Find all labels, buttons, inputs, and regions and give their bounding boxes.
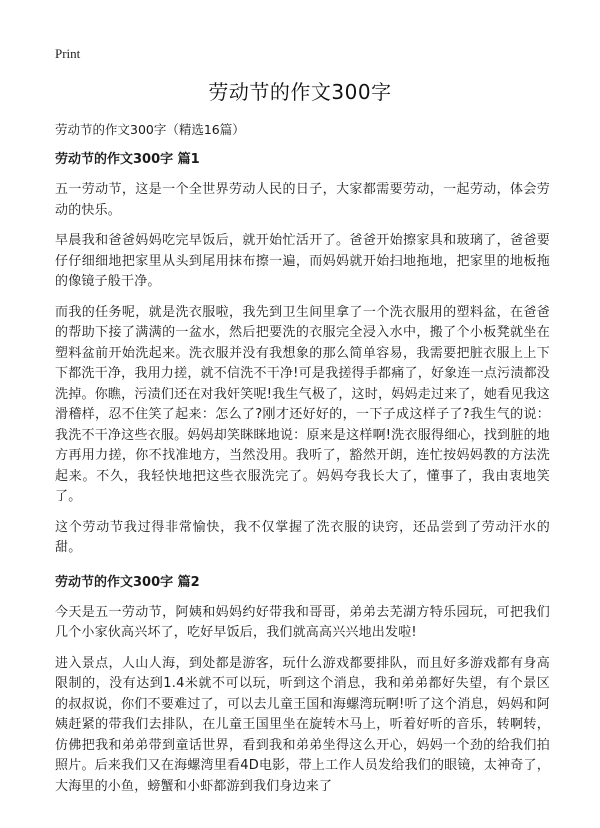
paragraph: 进入景点，人山人海，到处都是游客，玩什么游戏都要排队，而且好多游戏都有身高限制的，没有达到1.4米就不可以玩，听到这个消息，我和弟弟都好失望，有个景区的叔叔说，你们不要难过了，可以去儿童王国和海螺湾玩啊!听了这个消息，妈妈和阿姨赶紧的带我们去排队，在儿童王国里坐在旋转木马上，听着好听的音乐，转啊转，仿佛把我和弟弟带到童话世界，看到我和弟弟坐得这么开心，妈妈一个劲的给我们拍照片。后来我们又在海螺湾里看4D电影，带上工作人员发给我们的眼镜，太神奇了，大海里的小鱼，螃蟹和小虾都游到我们身边来了 [55,655,550,794]
document-subtitle: 劳动节的作文300字（精选16篇） [55,122,245,137]
paragraph: 今天是五一劳动节，阿姨和妈妈约好带我和哥哥，弟弟去芜湖方特乐园玩，可把我们几个小家伙高兴坏了，吃好早饭后，我们就高高兴兴地出发啦! [55,604,550,640]
paragraph: 这个劳动节我过得非常愉快，我不仅掌握了洗衣服的诀窍，还品尝到了劳动汗水的甜。 [55,519,550,555]
section-heading-2: 劳动节的作文300字 篇2 [55,574,200,590]
print-link[interactable]: Print [55,46,81,61]
document-title: 劳动节的作文300字 [208,80,392,104]
document-body [55,120,550,807]
section-heading-1: 劳动节的作文300字 篇1 [55,152,200,167]
paragraph: 早晨我和爸爸妈妈吃完早饭后，就开始忙活开了。爸爸开始擦家具和玻璃了，爸爸要仔仔细细地把家里从头到尾用抹布擦一遍，而妈妈就开始扫地拖地，把家里的地板拖的像镜子般干净。 [55,233,550,289]
paragraph: 而我的任务呢，就是洗衣服啦，我先到卫生间里拿了一个洗衣服用的塑料盆，在爸爸的帮助下接了满满的一盆水，然后把要洗的衣服完全浸入水中，搬了个小板凳就坐在塑料盆前开始洗起来。洗衣服并没有我想象的那么简单容易，我需要把脏衣服上上下下都洗干净，我用力搓，就不信洗不干净!可是我搓得手都痛了，好象连一点污渍都没洗掉。你瞧，污渍们还在对我奸笑呢!我生气极了，这时，妈妈走过来了，她看见我这滑稽样，忍不住笑了起来：怎么了?刚才还好好的，一下子成这样子了?我生气的说：我洗不干净这些衣服。妈妈却笑眯眯地说：原来是这样啊!洗衣服得细心，找到脏的地方再用力搓，你不找准地方，当然没用。我听了，豁然开朗，连忙按妈妈教的方法洗起来。不久，我轻快地把这些衣服洗完了。妈妈夸我长大了，懂事了，我由衷地笑了。 [55,304,550,504]
paragraph: 五一劳动节，这是一个全世界劳动人民的日子，大家都需要劳动，一起劳动，体会劳动的快乐。 [55,182,550,218]
